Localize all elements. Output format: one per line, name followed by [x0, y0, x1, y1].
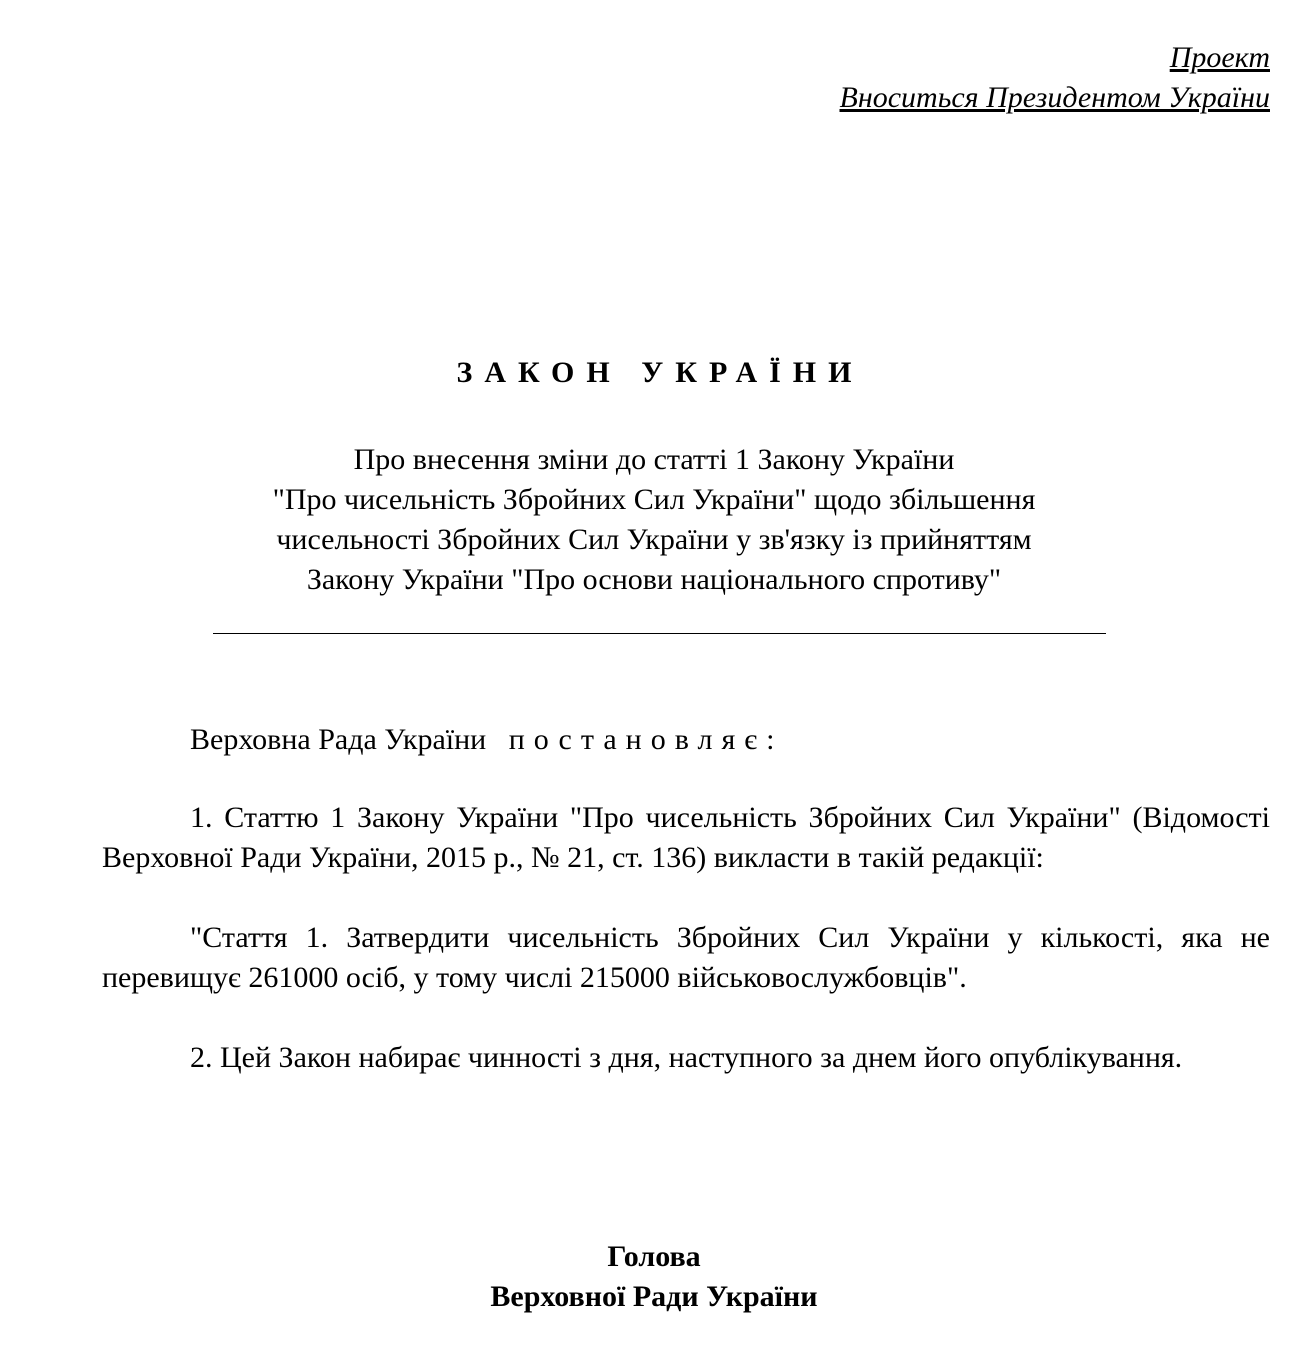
subtitle-line: чисельності Збройних Сил України у зв'язку із прийняттям: [276, 523, 1032, 556]
signature-line-2: Верховної Ради України: [490, 1280, 818, 1313]
divider: [213, 633, 1106, 634]
preamble-subject: Верховна Рада України: [190, 723, 487, 756]
submitted-by-label: Вноситься Президентом України: [839, 81, 1270, 114]
subtitle-line: "Про чисельність Збройних Сил України" щодо збільшення: [272, 483, 1036, 516]
paragraph-article-text: "Стаття 1. Затвердити чисельність Збройних Сил України у кількості, яка не перевищує 261000 осіб, у тому числі 215000 військовослужбовців".: [102, 921, 1270, 994]
document-subtitle: [0, 440, 1308, 600]
preamble: [102, 720, 1270, 760]
subtitle-line: Про внесення зміни до статті 1 Закону України: [353, 443, 955, 476]
signature-block: [0, 1237, 1308, 1317]
paragraph-1: 1. Статтю 1 Закону України "Про чисельність Збройних Сил України" (Відомості Верховної Ради України, 2015 р., № 21, ст. 136) викласти в такій редакції:: [102, 801, 1270, 874]
draft-label: Проект: [1169, 41, 1270, 74]
preamble-verb: постановляє:: [508, 723, 784, 756]
paragraph-2: 2. Цей Закон набирає чинності з дня, наступного за днем його опублікування.: [190, 1041, 1183, 1074]
signature-line-1: Голова: [607, 1240, 701, 1273]
document-title: ЗАКОН УКРАЇНИ: [456, 356, 864, 389]
subtitle-line: Закону України "Про основи національного спротиву": [306, 563, 1002, 596]
